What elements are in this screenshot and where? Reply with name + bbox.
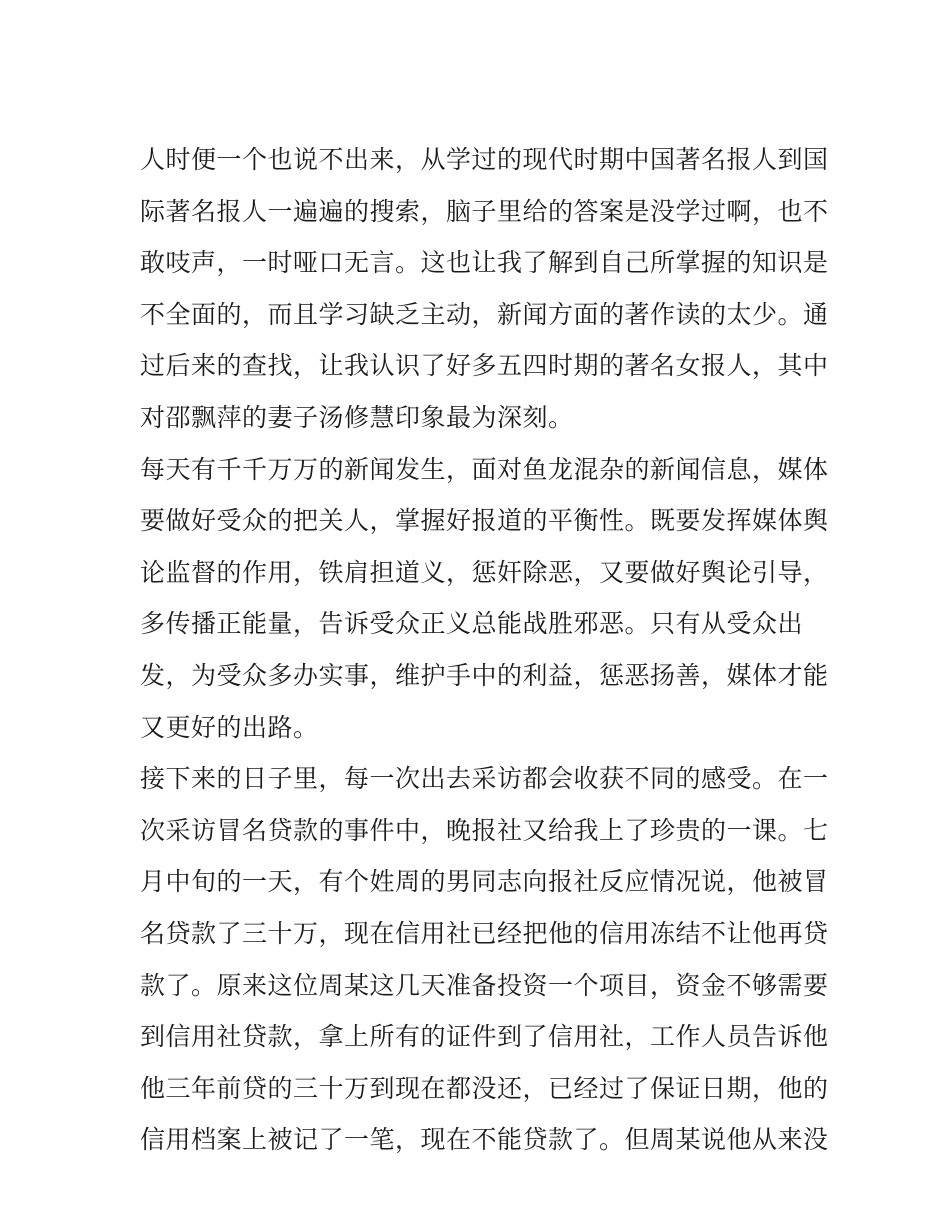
text-line: 信用档案上被记了一笔，现在不能贷款了。但周某说他从来没: [140, 1125, 829, 1155]
document-body: [140, 134, 829, 1166]
text-line: 过后来的查找，让我认识了好多五四时期的著名女报人，其中: [140, 351, 829, 381]
text-line: 次采访冒名贷款的事件中，晚报社又给我上了珍贵的一课。七: [140, 815, 829, 845]
text-line: 又更好的出路。: [140, 712, 319, 742]
text-line: 接下来的日子里，每一次出去采访都会收获不同的感受。在一: [140, 764, 829, 794]
text-line: 名贷款了三十万，现在信用社已经把他的信用冻结不让他再贷: [140, 918, 829, 948]
text-line: 到信用社贷款，拿上所有的证件到了信用社，工作人员告诉他: [140, 1022, 829, 1052]
text-line: 月中旬的一天，有个姓周的男同志向报社反应情况说，他被冒: [140, 867, 829, 897]
text-line: 多传播正能量，告诉受众正义总能战胜邪恶。只有从受众出: [140, 609, 804, 639]
text-line: 敢吱声，一时哑口无言。这也让我了解到自己所掌握的知识是: [140, 248, 829, 278]
text-line: 不全面的，而且学习缺乏主动，新闻方面的著作读的太少。通: [140, 299, 829, 329]
text-line: 对邵飘萍的妻子汤修慧印象最为深刻。: [140, 402, 574, 432]
text-line: 发，为受众多办实事，维护手中的利益，惩恶扬善，媒体才能: [140, 660, 829, 690]
text-line: 每天有千千万万的新闻发生，面对鱼龙混杂的新闻信息，媒体: [140, 454, 829, 484]
text-line: 他三年前贷的三十万到现在都没还，已经过了保证日期，他的: [140, 1073, 829, 1103]
text-line: 要做好受众的把关人，掌握好报道的平衡性。既要发挥媒体舆: [140, 506, 829, 536]
text-line: 论监督的作用，铁肩担道义，惩奸除恶，又要做好舆论引导，: [140, 557, 829, 587]
text-line: 际著名报人一遍遍的搜索，脑子里给的答案是没学过啊，也不: [140, 196, 829, 226]
text-line: 款了。原来这位周某这几天准备投资一个项目，资金不够需要: [140, 970, 829, 1000]
text-line: 人时便一个也说不出来，从学过的现代时期中国著名报人到国: [140, 145, 829, 174]
